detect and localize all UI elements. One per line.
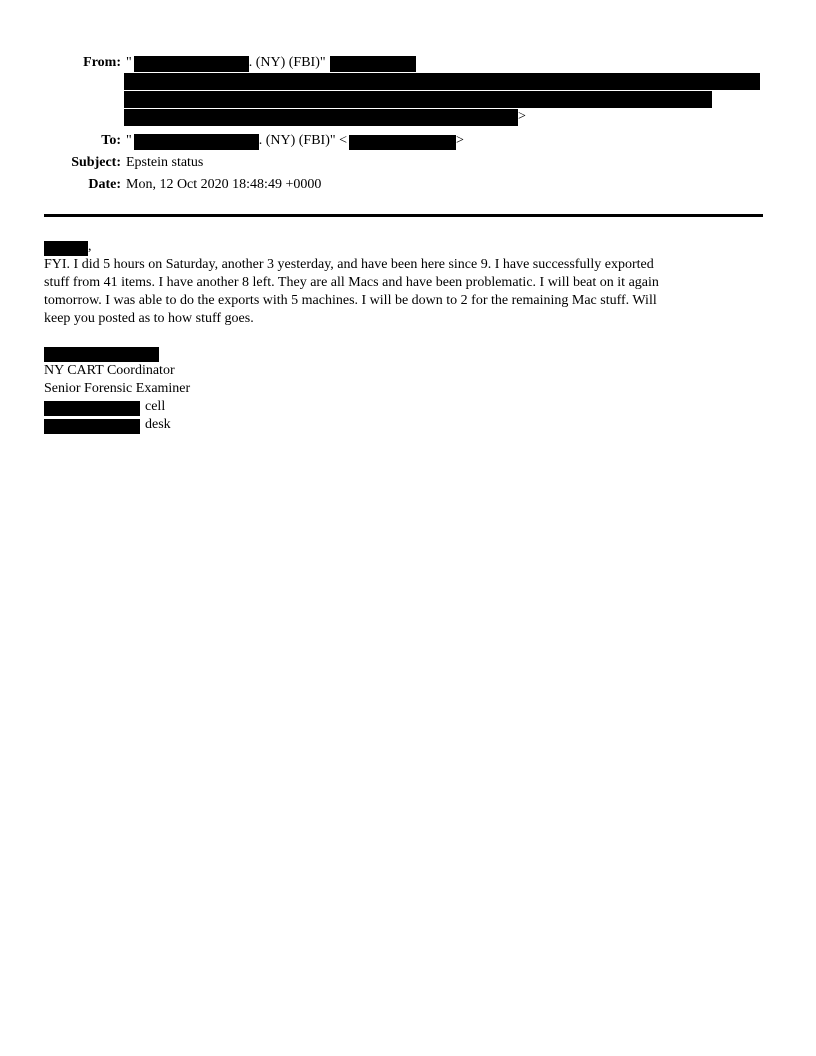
salutation-comma: , [88, 239, 92, 254]
desk-label: desk [145, 417, 171, 432]
body-text-line: tomorrow. I was able to do the exports with 5 machines. I will be down to 2 for the remaining Mac stuff. Will [44, 293, 657, 308]
to-value [126, 130, 464, 152]
from-value [126, 54, 416, 72]
from-address-close-bracket: > [518, 109, 526, 124]
from-org-text: . (NY) (FBI)" [248, 55, 326, 70]
to-address-close-bracket: > [455, 133, 464, 148]
header-divider [44, 214, 763, 217]
to-label: To: [101, 133, 121, 148]
to-open-quote: " [126, 133, 132, 148]
to-org-text: . (NY) (FBI)" < [258, 133, 347, 148]
from-label: From: [83, 55, 121, 70]
signature-block [44, 344, 444, 434]
from-continuation-row [44, 72, 770, 90]
redaction-bar [349, 135, 456, 150]
redaction-bar [44, 401, 140, 416]
salutation-line [44, 238, 770, 256]
subject-label: Subject: [71, 155, 121, 170]
signature-title-line: NY CART Coordinator [44, 363, 175, 378]
redaction-bar [44, 347, 159, 362]
from-open-quote: " [126, 55, 132, 70]
date-label: Date: [88, 177, 121, 192]
redaction-bar [134, 56, 249, 72]
to-row [44, 130, 770, 152]
signature-name-line [44, 344, 444, 362]
subject-row [44, 152, 770, 174]
from-row [44, 54, 770, 72]
signature-desk-line [44, 416, 444, 434]
date-row [44, 174, 770, 196]
redaction-bar [134, 134, 259, 150]
body-text-line: FYI. I did 5 hours on Saturday, another 3 yesterday, and have been here since 9. I have successfully exported [44, 257, 654, 272]
redaction-bar [330, 56, 416, 72]
redaction-bar [124, 73, 760, 90]
email-body [44, 238, 770, 328]
from-continuation-row [44, 90, 770, 108]
date-value: Mon, 12 Oct 2020 18:48:49 +0000 [126, 177, 322, 192]
email-header [44, 54, 770, 196]
cell-label: cell [145, 399, 166, 414]
redaction-bar [44, 241, 88, 256]
body-text-line: keep you posted as to how stuff goes. [44, 311, 254, 326]
signature-cell-line [44, 398, 444, 416]
redaction-bar [44, 419, 140, 434]
signature-title-line: Senior Forensic Examiner [44, 381, 191, 396]
redaction-bar [124, 109, 518, 126]
body-text-line: stuff from 41 items. I have another 8 left. They are all Macs and have been problematic. I will beat on it again [44, 275, 659, 290]
from-continuation-row [44, 108, 770, 126]
redaction-bar [124, 91, 712, 108]
subject-value: Epstein status [126, 155, 204, 170]
